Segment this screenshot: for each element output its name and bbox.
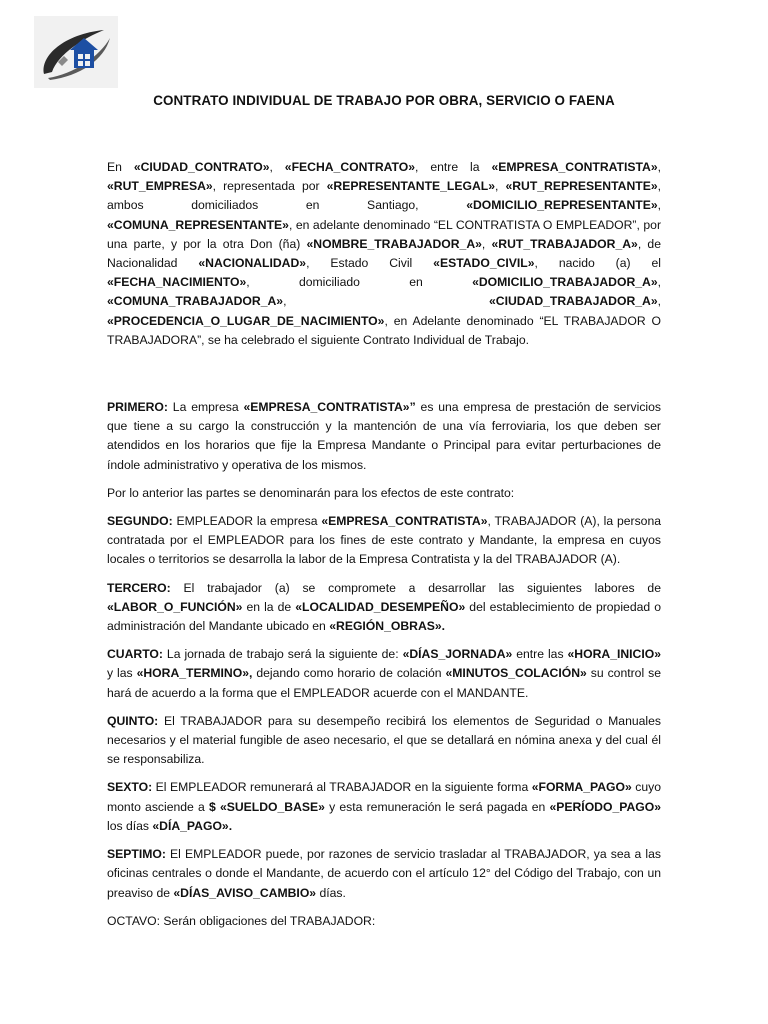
clause-intro-anterior: Por lo anterior las partes se denominarán para los efectos de este contrato: [107, 485, 515, 500]
document-body [107, 158, 661, 940]
document-title: CONTRATO INDIVIDUAL DE TRABAJO POR OBRA, SERVICIO O FAENA [153, 93, 615, 108]
house-arrow-logo-icon [34, 16, 118, 88]
clause-octavo: OCTAVO: Serán obligaciones del TRABAJADOR: [107, 913, 376, 928]
intro-paragraph: En «CIUDAD_CONTRATO», «FECHA_CONTRATO», entre la «EMPRESA_CONTRATISTA», «RUT_EMPRESA», representada por «REPRESENTANTE_LEGAL», «RUT_REPRESENTANTE», ambos domiciliados en Santiago, «DOMICILIO_REPRESENTANTE», «COMUNA_REPRESENTANTE», en adelante denominado “EL CONTRATISTA O EMPLEADOR”, por una parte, y por la otra Don (ña) «NOMBRE_TRABAJADOR_A», «RUT_TRABAJADOR_A», de Nacionalidad «NACIONALIDAD», Estado Civil «ESTADO_CIVIL», nacido (a) el «FECHA_NACIMIENTO», domiciliado en «DOMICILIO_TRABAJADOR_A», «COMUNA_TRABAJADOR_A», «CIUDAD_TRABAJADOR_A», «PROCEDENCIA_O_LUGAR_DE_NACIMIENTO», en Adelante denominado “EL TRABAJADOR O TRABAJADORA”, se ha celebrado el siguiente Contrato Individual de Trabajo. [107, 160, 661, 347]
company-logo [34, 16, 118, 88]
clause-quinto: QUINTO: El TRABAJADOR para su desempeño recibirá los elementos de Seguridad o Manuales necesarios y el material fungible de aseo necesario, el que se detallará en nómina anexa y del cual él se responsabiliza. [107, 713, 661, 767]
clause-tercero: TERCERO: El trabajador (a) se compromete a desarrollar las siguientes labores de «LABOR_O_FUNCIÓN» en la de «LOCALIDAD_DESEMPEÑO» del establecimiento de propiedad o administración del Mandante ubicado en «REGIÓN_OBRAS». [107, 580, 661, 634]
clause-primero: PRIMERO: La empresa «EMPRESA_CONTRATISTA»” es una empresa de prestación de servicios que tiene a su cargo la construcción y la mantención de una vía ferroviaria, los que deben ser atendidos en los horarios que fije la Empresa Mandante o Principal para evitar perturbaciones de índole administrativo y operativa de los mismos. [107, 400, 661, 472]
clause-segundo: SEGUNDO: EMPLEADOR la empresa «EMPRESA_CONTRATISTA», TRABAJADOR (A), la persona contratada por el EMPLEADOR para los fines de este contrato y Mandante, la empresa en cuyos locales o territorios se desarrolla la labor de la Empresa Contratista y la del TRABAJADOR (A). [107, 514, 661, 567]
clause-cuarto: CUARTO: La jornada de trabajo será la siguiente de: «DÍAS_JORNADA» entre las «HORA_INICIO» y las «HORA_TERMINO», dejando como horario de colación «MINUTOS_COLACIÓN» su control se hará de acuerdo a la forma que el EMPLEADOR acuerde con el MANDANTE. [107, 647, 661, 700]
clause-sexto: SEXTO: El EMPLEADOR remunerará al TRABAJADOR en la siguiente forma «FORMA_PAGO» cuyo monto asciende a $ «SUELDO_BASE» y esta remuneración le será pagada en «PERÍODO_PAGO» los días «DÍA_PAGO». [107, 780, 661, 833]
clause-septimo: SEPTIMO: El EMPLEADOR puede, por razones de servicio trasladar al TRABAJADOR, ya sea a las oficinas centrales o donde el Mandante, de acuerdo con el artículo 12° del Código del Trabajo, con un preaviso de «DÍAS_AVISO_CAMBIO» días. [107, 847, 661, 900]
